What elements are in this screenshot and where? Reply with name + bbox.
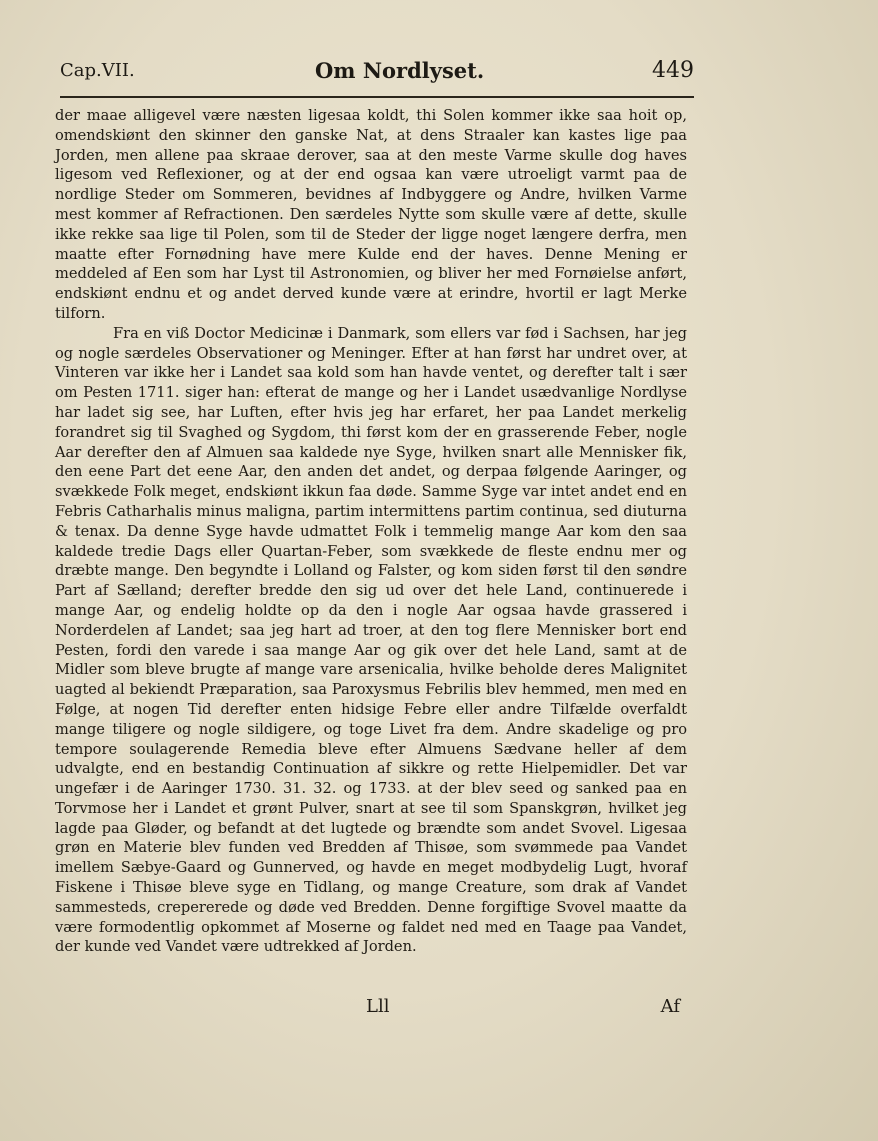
- paragraph: der maae alligevel være næsten ligesaa koldt, thi Solen kommer ikke saa hoit op, omendskiønt den skinner den ganske Nat, at dens Straaler kan kastes lige paa Jorden, men allene paa skraae derover, saa at den meste Varme skulle dog haves ligesom ved Reflexioner, og at der end ogsaa kan være utroeligt varmt paa de nordlige Steder om Sommeren, bevidnes af Indbyggere og Andre, hvilken Varme mest kommer af Refractionen. Den særdeles Nytte som skulle være af dette, skulle ikke rekke saa lige til Polen, som til de Steder der ligge noget længere derfra, men maatte efter Fornødning have mere Kulde end der haves. Denne Mening er meddeled af Een som har Lyst til Astronomien, og bliver her med Fornøielse anført, endskiønt endnu et og andet derved kunde være at erindre, hvortil er lagt Merke tilforn.: [55, 107, 687, 322]
- page-title: Om Nordlyset.: [315, 58, 485, 83]
- catchword: Af: [660, 996, 680, 1017]
- page-footer: [60, 996, 680, 1026]
- page-number: 449: [652, 58, 694, 83]
- header-rule: [60, 96, 694, 98]
- signature-mark: Lll: [366, 996, 390, 1017]
- chapter-label: Cap.VII.: [60, 60, 135, 81]
- running-header: [60, 58, 694, 92]
- body-text: [55, 106, 687, 957]
- paragraph: Fra en viß Doctor Medicinæ i Danmark, som ellers var fød i Sachsen, har jeg og nogle særdeles Observationer og Meninger. Efter at han først har undret over, at Vinteren var ikke her i Landet saa kold som han havde ventet, og derefter talt i sær om Pesten 1711. siger han: efterat de mange og her i Landet usædvanlige Nordlyse har ladet sig see, har Luften, efter hvis jeg har erfaret, her paa Landet merkelig forandret sig til Svaghed og Sygdom, thi først kom der en grasserende Feber, nogle Aar derefter den af Almuen saa kaldede nye Syge, hvilken snart alle Mennisker fik, den eene Part det eene Aar, den anden det andet, og derpaa følgende Aaringer, og svækkede Folk meget, endskiønt ikkun faa døde. Samme Syge var intet andet end en Febris Catharhalis minus maligna, partim intermittens partim continua, sed diuturna & tenax. Da denne Syge havde udmattet Folk i temmelig mange Aar kom den saa kaldede tredie Dags eller Quartan-Feber, som svækkede de fleste endnu mer og dræbte mange. Den begyndte i Lolland og Falster, og kom siden først til den søndre Part af Sælland; derefter bredde den sig ud over det hele Land, continuerede i mange Aar, og endelig holdte op da den i nogle Aar ogsaa havde grassered i Norderdelen af Landet; saa jeg hart ad troer, at den tog flere Mennisker bort end Pesten, fordi den varede i saa mange Aar og gik over det hele Land, samt at de Midler som bleve brugte af mange vare arsenicalia, hvilke beholde deres Malignitet uagted al bekiendt Præparation, saa Paroxysmus Febrilis blev hemmed, men med en Følge, at nogen Tid derefter enten hidsige Febre eller andre Tilfælde overfaldt mange tiligere og nogle sildigere, og toge Livet fra dem. Andre skadelige og pro tempore soulagerende Remedia bleve efter Almuens Sædvane heller af dem udvalgte, end en bestandig Continuation af sikkre og rette Hielpemidler. Det var ungefær i de Aaringer 1730. 31. 32. og 1733. at der blev seed og sanked paa en Torvmose her i Landet et grønt Pulver, snart at see til som Spanskgrøn, hvilket jeg lagde paa Gløder, og befandt at det lugtede og brændte som andet Svovel. Ligesaa grøn en Materie blev funden ved Bredden af Thisøe, som svømmede paa Vandet imellem Sæbye-Gaard og Gunnerved, og havde en meget modbydelig Lugt, hvoraf Fiskene i Thisøe bleve syge en Tidlang, og mange Creature, som drak af Vandet sammesteds, crepererede og døde ved Bredden. Denne forgiftige Svovel maatte da være formodentlig opkommet af Moserne og faldet ned med en Taage paa Vandet, der kunde ved Vandet være udtrekked af Jorden.: [55, 324, 687, 956]
